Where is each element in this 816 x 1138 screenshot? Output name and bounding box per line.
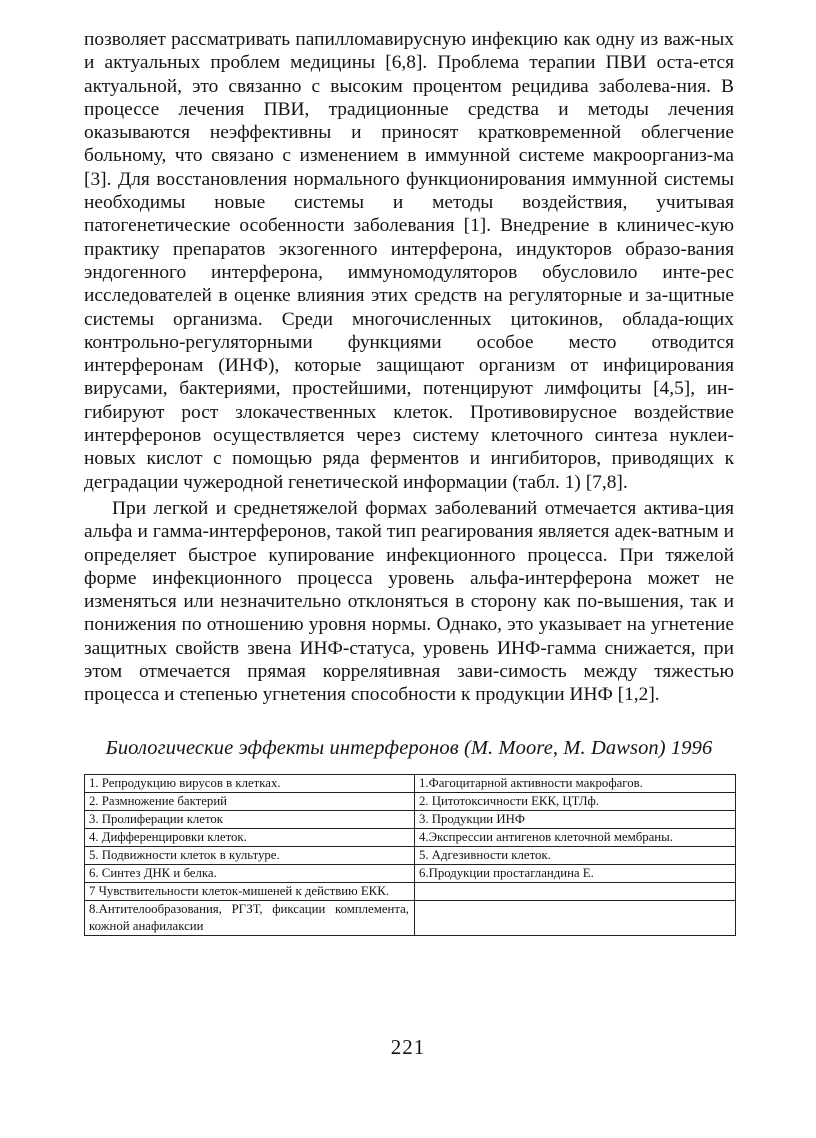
- table-cell: 3. Продукции ИНФ: [415, 810, 736, 828]
- table-row: [85, 882, 736, 900]
- table-cell: 4.Экспрессии антигенов клеточной мембраны.: [415, 828, 736, 846]
- table-cell: 5. Адгезивности клеток.: [415, 846, 736, 864]
- body-paragraph-1: позволяет рассматривать папилломавирусную инфекцию как одну из важ-ных и актуальных проблем медицины [6,8]. Проблема терапии ПВИ оста-ется актуальной, это связанно с высоким процентом рецидива заболева-ния. В процессе лечения ПВИ, традиционные средства и методы лечения оказываются неэффективны и приносят кратковременной облегчение больному, что связано с изменением в иммунной системе макроорганиз-ма [3]. Для восстановления нормального функционирования иммунной системы необходимы новые системы и методы воздействия, учитывая патогенетические особенности заболевания [1]. Внедрение в клиничес-кую практику препаратов экзогенного интерферона, индукторов образо-вания эндогенного интерферона, иммуномодуляторов обусловило инте-рес исследователей в оценке влияния этих средств на регуляторные и за-щитные системы организма. Среди многочисленных цитокинов, облада-ющих контрольно-регуляторными функциями особое место отводится интерферонам (ИНФ), которые защищают организм от инфицирования вирусами, бактериями, простейшими, потенцируют лимфоциты [4,5], ин-гибируют рост злокачественных клеток. Противовирусное воздействие интерферонов осуществляется через систему клеточного синтеза нуклеи-новых кислот с помощью ряда ферментов и ингибиторов, приводящих к деградации чужеродной генетической информации (табл. 1) [7,8].: [84, 29, 734, 493]
- table-row: [85, 828, 736, 846]
- body-paragraph-2: При легкой и среднетяжелой формах заболеваний отмечается актива-ция альфа и гамма-интерферонов, такой тип реагирования является адек-ватным и определяет быстрое купирование инфекционного процесса. При тяжелой форме инфекционного процесса уровень альфа-интерферона может не изменяться или незначительно отклоняться в сторону как по-вышения, так и понижения по отношению уровня нормы. Однако, это указывает на угнетение защитных свойств звена ИНФ-статуса, уровень ИНФ-гамма снижается, при этом отмечается прямая корреляtивная зави-симость между тяжестью процесса и степенью угнетения способности к продукции ИНФ [1,2].: [84, 497, 734, 706]
- table-cell: 4. Дифференцировки клеток.: [85, 828, 415, 846]
- table-cell: 2. Цитотоксичности ЕКК, ЦТЛф.: [415, 792, 736, 810]
- table-row: [85, 810, 736, 828]
- interferon-effects-table: [84, 774, 736, 936]
- table-row: [85, 792, 736, 810]
- table-cell: 3. Пролиферации клеток: [85, 810, 415, 828]
- table-caption: Биологические эффекты интерферонов (M. Moore, M. Dawson) 1996: [105, 736, 713, 759]
- page-number: 221: [390, 1035, 426, 1059]
- table-cell: 5. Подвижности клеток в культуре.: [85, 846, 415, 864]
- table-cell: [415, 882, 736, 900]
- table-cell: 7 Чувствительности клеток-мишеней к действию ЕКК.: [85, 882, 415, 900]
- table-cell: 2. Размножение бактерий: [85, 792, 415, 810]
- table-row: [85, 900, 736, 935]
- table-row: [85, 774, 736, 792]
- table-row: [85, 846, 736, 864]
- table-cell: 1. Репродукцию вирусов в клетках.: [85, 774, 415, 792]
- table-cell: 8.Антителообразования, РГЗТ, фиксации комплемента, кожной анафилаксии: [85, 900, 415, 935]
- table-cell: 6.Продукции простагландина Е.: [415, 864, 736, 882]
- table-cell: 6. Синтез ДНК и белка.: [85, 864, 415, 882]
- table-cell: 1.Фагоцитарной активности макрофагов.: [415, 774, 736, 792]
- page-body: [84, 28, 734, 936]
- table-row: [85, 864, 736, 882]
- table-cell: [415, 900, 736, 935]
